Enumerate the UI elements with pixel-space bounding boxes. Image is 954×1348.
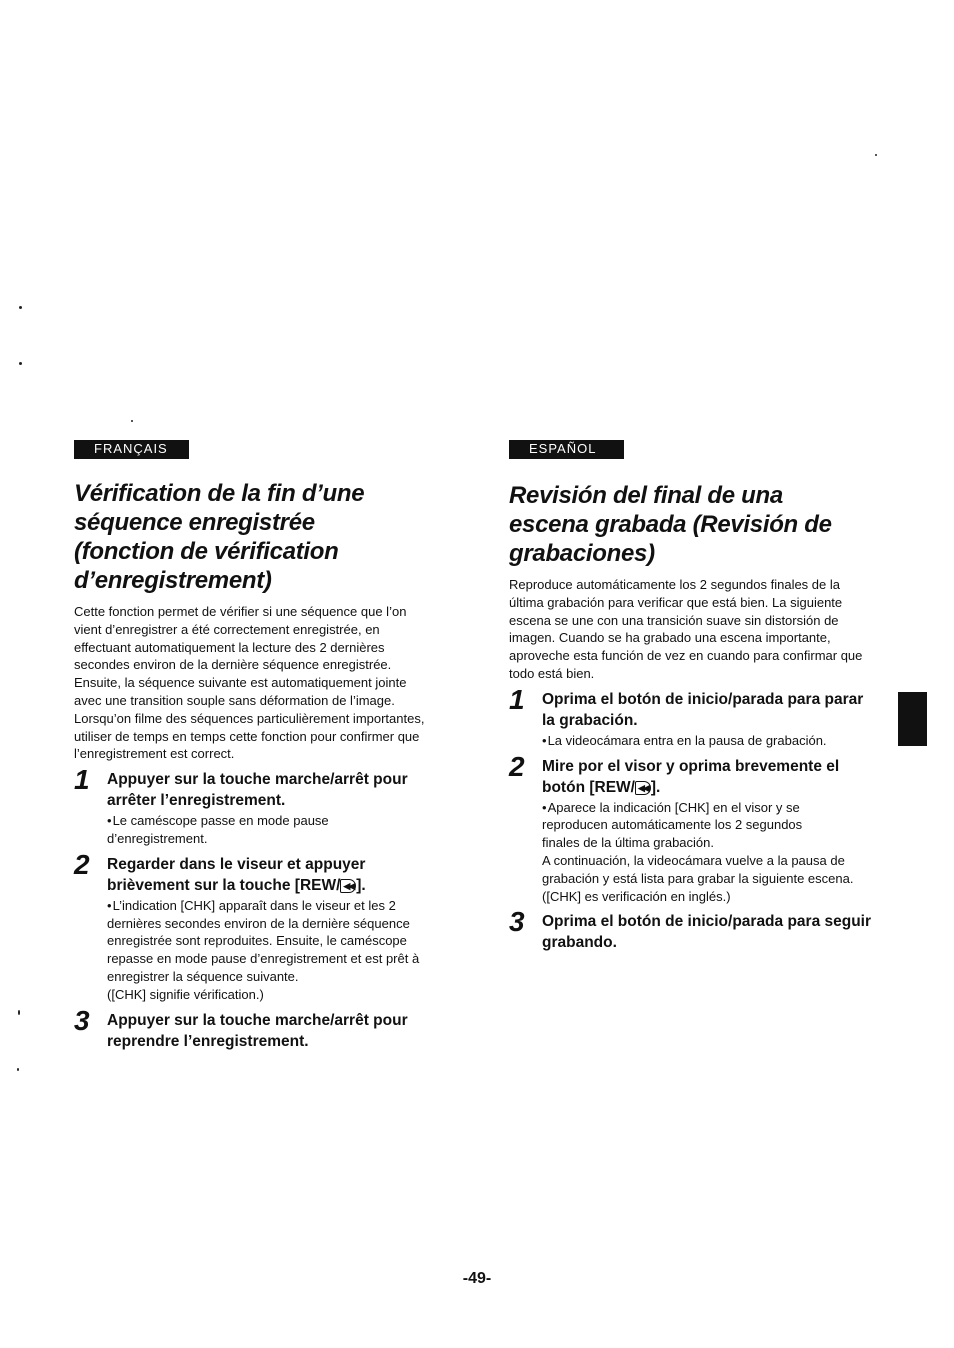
step-bullet: • Aparece la indicación [CHK] en el visor y se reproducen automáticamente los 2 segundos finales de la última grabación. <box>542 799 842 852</box>
french-title: Vérification de la fin d’une séquence enregistrée (fonction de vérification d’enregistrement) <box>74 480 365 594</box>
step-continuation: A continuación, la videocámara vuelve a la pausa de grabación y está lista para grabar la siguiente escena. <box>542 852 854 886</box>
french-intro: Cette fonction permet de vérifier si une séquence que l’on vient d’enregistrer a été correctement enregistrée, en effectuant automatiquement la lecture des 2 dernières secondes environ de la dernière séquence enregistrée. Ensuite, la séquence suivante est automatiquement jointe avec une transition souple sans déformation de l’image. Lorsqu’on filme des séquences particulièrement importantes, utiliser de temps en temps cette fonction pour confirmer que l’enregistrement est correct. <box>74 604 425 762</box>
section-edge-tab <box>898 692 927 746</box>
scan-speck <box>18 1010 20 1015</box>
step-number: 3 <box>509 906 525 938</box>
step-note: ([CHK] signifie vérification.) <box>107 986 264 1002</box>
step-heading: Appuyer sur la touche marche/arrêt pour arrêter l’enregistrement. <box>107 771 408 810</box>
scan-speck <box>875 154 877 156</box>
step-heading-tail: ]. <box>650 778 661 796</box>
step-bullet: • Le caméscope passe en mode pause d’enregistrement. <box>107 812 367 848</box>
step-number: 2 <box>509 750 525 782</box>
language-label-spanish: ESPAÑOL <box>509 440 624 459</box>
scan-speck <box>19 362 22 365</box>
step-number: 2 <box>74 848 90 880</box>
step-heading: Appuyer sur la touche marche/arrêt pour reprendre l’enregistrement. <box>107 1011 408 1050</box>
step-heading-tail: ]. <box>356 876 366 894</box>
step-heading <box>107 854 427 896</box>
french-step-2 <box>74 848 444 1004</box>
step-bullet: • La videocámara entra en la pausa de grabación. <box>542 732 871 750</box>
step-number: 1 <box>509 683 525 715</box>
spanish-intro: Reproduce automáticamente los 2 segundos finales de la última grabación para verificar que está bien. La siguiente escena se une con una transición suave sin distorsión de imagen. Cuando se ha grabado una escena importante, aproveche esta función de vez en cuando para confirmar que todo está bien. <box>509 577 863 681</box>
step-note: ([CHK] es verificación en inglés.) <box>542 888 731 904</box>
spanish-title: Revisión del final de una escena grabada (Revisión de grabaciones) <box>509 482 832 567</box>
scan-speck <box>19 306 22 309</box>
step-heading: Oprima el botón de inicio/parada para seguir grabando. <box>542 913 872 952</box>
spanish-column <box>509 440 871 953</box>
step-heading: Oprima el botón de inicio/parada para parar la grabación. <box>542 690 864 729</box>
step-number: 1 <box>74 764 90 796</box>
french-step-1 <box>74 764 444 848</box>
language-label-french: FRANÇAIS <box>74 440 189 459</box>
scan-speck <box>17 1068 19 1071</box>
scan-speck <box>131 420 133 422</box>
spanish-step-1 <box>509 683 871 750</box>
french-column <box>74 440 444 1052</box>
spanish-step-2 <box>509 750 871 906</box>
page-number: -49- <box>462 1270 492 1287</box>
french-step-3 <box>74 1004 444 1052</box>
spanish-step-3 <box>509 906 872 953</box>
rewind-icon: ◀◀ <box>635 781 651 795</box>
step-heading-text: Mire por el visor y oprima brevemente el botón [REW/ <box>542 757 840 796</box>
step-number: 3 <box>74 1004 90 1036</box>
rewind-icon: ◀◀ <box>340 879 356 893</box>
step-heading-text: Regarder dans le viseur et appuyer brièvement sur la touche [REW/ <box>107 855 366 894</box>
step-heading <box>542 756 872 798</box>
step-bullet: • L’indication [CHK] apparaît dans le viseur et les 2 dernières secondes environ de la dernière séquence enregistrée sont reproduites. Ensuite, le caméscope repasse en mode pause d’enregistrement et est prêt à enregistrer la séquence suivante. <box>107 897 437 986</box>
